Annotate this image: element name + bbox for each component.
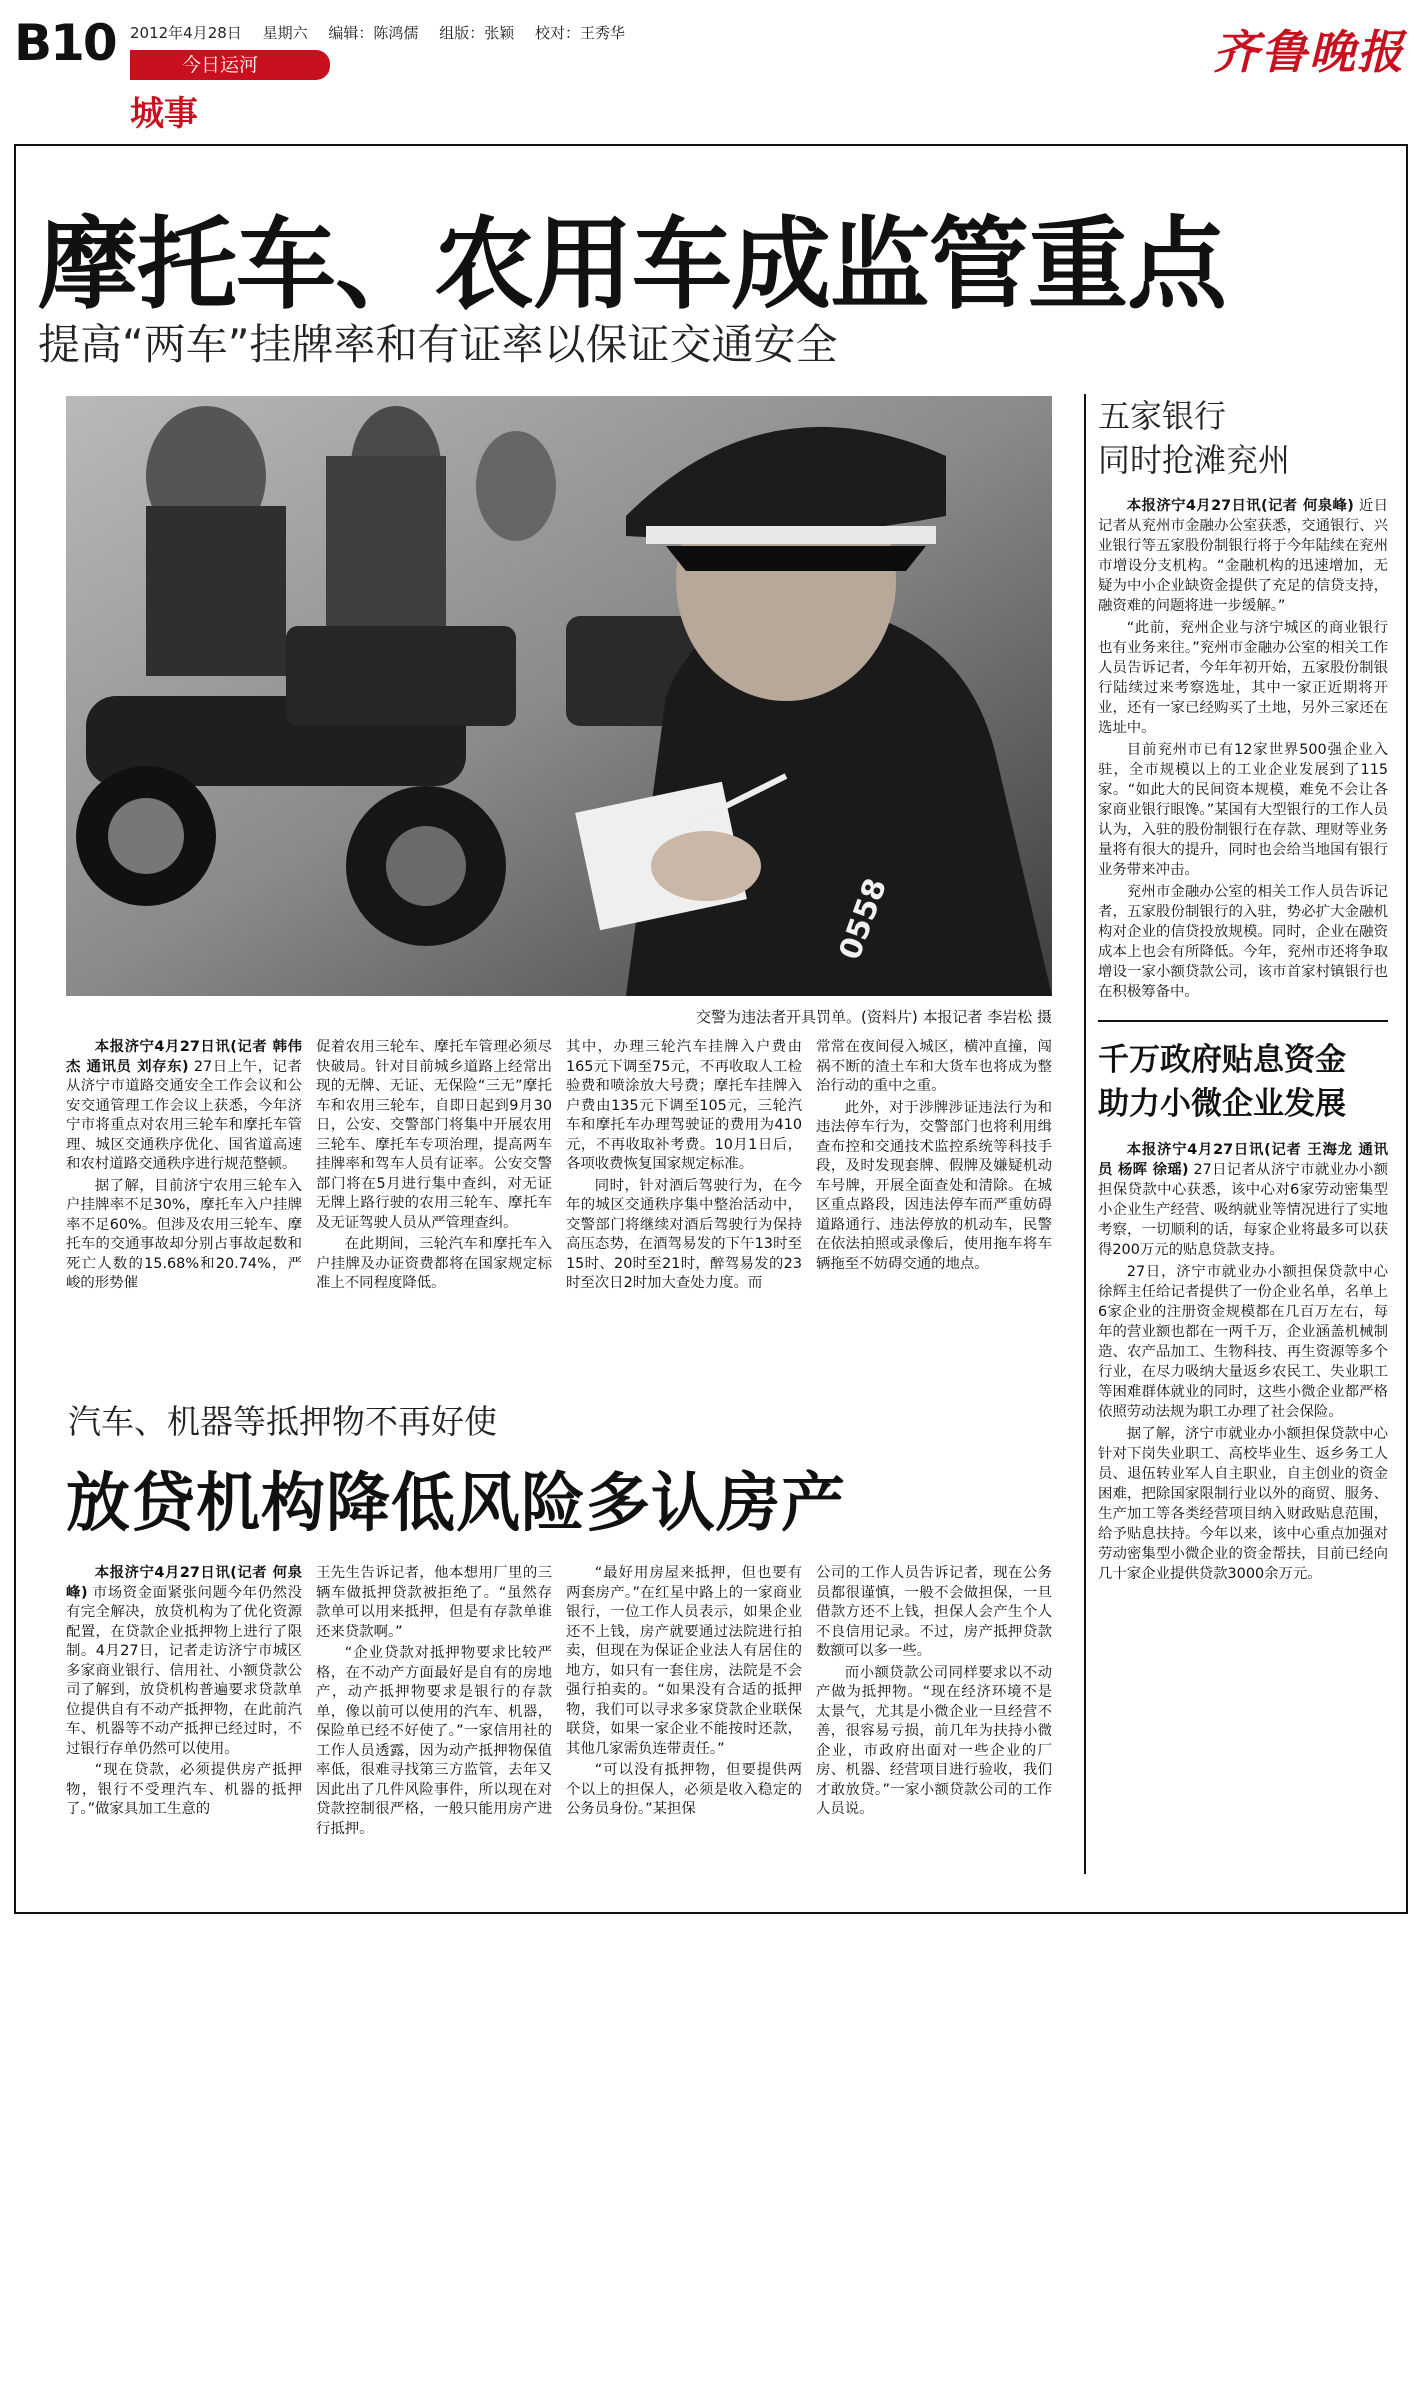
bank-paragraph: 近日记者从兖州市金融办公室获悉，交通银行、兴业银行等五家股份制银行将于今年陆续在兖州市增设分支机构。“金融机构的迅速增加，无疑为中小企业缺资金提供了充足的信贷支持，融资难的问题将进一步缓解。” (1098, 498, 1388, 614)
column-tag: 今日运河 (130, 50, 330, 80)
main-subhead: 提高“两车”挂牌率和有证率以保证交通安全 (38, 320, 838, 369)
loan-story-body (66, 1564, 1052, 1900)
proof-credit: 校对：王秀华 (534, 24, 625, 42)
section-name: 城事 (130, 94, 198, 134)
subsidy-paragraph: 27日记者从济宁市就业办小额担保贷款中心获悉，该中心对6家劳动密集型小企业生产经营、吸纳就业等情况进行了实地考察，一切顺利的话，每家企业将最多可以获得200万元的贴息贷款支持。 (1098, 1162, 1388, 1258)
main-column-4 (816, 1038, 1052, 1348)
loan-column-4 (816, 1564, 1052, 1900)
main-paragraph: 27日上午，记者从济宁市道路交通安全工作会议和公安交通管理工作会议上获悉，今年济宁市将重点对农用三轮车和摩托车管理、城区交通秩序优化、国省道高速和农村道路交通秩序进行规范整顿。 (66, 1058, 302, 1172)
bank-byline: 本报济宁4月27日讯(记者 何泉峰) (1126, 498, 1354, 514)
bank-story-body (1098, 496, 1388, 1002)
subsidy-title-line-1: 千万政府贴息资金 (1098, 1042, 1346, 1078)
bank-paragraph: “此前，兖州企业与济宁城区的商业银行也有业务来往。”兖州市金融办公室的相关工作人员告诉记者，今年年初开始，五家股份制银行陆续过来考察选址，其中一家正近期将开业，还有一家已经购买了土地，另外三家还在选址中。 (1098, 620, 1388, 736)
loan-paragraph: “最好用房屋来抵押，但也要有两套房产。”在红星中路上的一家商业银行，一位工作人员表示，如果企业还不上钱，房产就要通过法院进行拍卖，但现在为保证企业法人有居住的地方，如只有一套住房，法院是不会强行拍卖的。“如果没有合适的抵押物，我们可以寻求多家贷款企业联保联贷，如果一家企业不能按时还款，其他几家需负连带责任。” (566, 1565, 802, 1757)
main-paragraph: 据了解，目前济宁农用三轮车入户挂牌率不足30%，摩托车入户挂牌率不足60%。但涉及农用三轮车、摩托车的交通事故却分别占事故起数和死亡人数的15.68%和20.74%，严峻的形势催 (66, 1177, 302, 1291)
page-number: B10 (14, 14, 116, 72)
loan-byline: 本报济宁4月27日讯(记者 何泉峰) (66, 1565, 302, 1601)
subsidy-title-line-2: 助力小微企业发展 (1098, 1086, 1346, 1122)
main-paragraph: 其中，办理三轮汽车挂牌入户费由165元下调至75元，不再收取人工检验费和喷涂放大号费；摩托车挂牌入户费由135元下调至105元，三轮汽车和摩托车办理驾驶证的费用为410元，不再收取补考费。10月1日后，各项收费恢复国家规定标准。 (566, 1039, 802, 1172)
bank-title-line-2: 同时抢滩兖州 (1098, 441, 1291, 479)
subsidy-paragraph: 据了解，济宁市就业办小额担保贷款中心针对下岗失业职工、高校毕业生、返乡务工人员、退伍转业军人自主职业，自主创业的资金困难，把除国家限制行业以外的商贸、服务、生产加工等各类经营项目纳入财政贴息范围，给予贴息扶持。今年以来，该中心重点加强对劳动密集型小微企业的资金帮扶，目前已经向几十家企业提供贷款3000余万元。 (1098, 1426, 1388, 1582)
bank-paragraph: 兖州市金融办公室的相关工作人员告诉记者，五家股份制银行的入驻，势必扩大金融机构对企业的信贷投放规模。同时，企业在融资成本上也会有所降低。今年，兖州市还将争取增设一家小额贷款公司，该市首家村镇银行也在积极筹备中。 (1098, 884, 1388, 1000)
subsidy-byline: 本报济宁4月27日讯(记者 王海龙 通讯员 杨晖 徐瑶) (1098, 1142, 1388, 1178)
main-paragraph: 在此期间，三轮汽车和摩托车入户挂牌及办证资费都将在国家规定标准上不同程度降低。 (316, 1236, 552, 1291)
police-ticket-photo (66, 396, 1052, 996)
loan-paragraph: 而小额贷款公司同样要求以不动产做为抵押物。“现在经济环境不是太景气，尤其是小微企业一旦经营不善，很容易亏损，前几年为扶持小微企业，市政府出面对一些企业的厂房、机器、经营项目进行验收，我们才敢放贷。”一家小额贷款公司的工作人员说。 (816, 1664, 1052, 1817)
bank-paragraph: 目前兖州市已有12家世界500强企业入驻，全市规模以上的工业企业发展到了115家。“如此大的民间资本规模，难免不会让各家商业银行眼馋。”某国有大型银行的工作人员认为，入驻的股份制银行在存款、理财等业务量将有很大的提升，同时也会给当地国有银行业务带来冲击。 (1098, 742, 1388, 878)
main-paragraph: 常常在夜间侵入城区，横冲直撞，闯祸不断的渣土车和大货车也将成为整治行动的重中之重。 (816, 1039, 1052, 1094)
news-photo (66, 396, 1052, 996)
main-column-2 (316, 1038, 552, 1348)
main-byline: 本报济宁4月27日讯(记者 韩伟杰 通讯员 刘存东) (66, 1039, 302, 1075)
bank-title-line-1: 五家银行 (1098, 397, 1227, 435)
page-frame (14, 144, 1408, 1914)
loan-paragraph: “可以没有抵押物，但要提供两个以上的担保人，必须是收入稳定的公务员身份。”某担保 (566, 1762, 802, 1817)
main-paragraph: 此外，对于涉牌涉证违法行为和违法停车行为，交警部门也将利用缉查布控和交通技术监控系统等科技手段，及时发现套牌、假牌及嫌疑机动车号牌，开展全面查处和清除。在城区重点路段，因违法停车而严重妨碍道路通行、违法停放的机动车，民警在依法拍照或录像后，使用拖车将车辆拖至不妨碍交通的地点。 (816, 1099, 1052, 1272)
loan-paragraph: “现在贷款，必须提供房产抵押物，银行不受理汽车、机器的抵押了。”做家具加工生意的 (66, 1762, 302, 1817)
issue-weekday: 星期六 (262, 24, 308, 42)
subsidy-story-body (1098, 1140, 1388, 1584)
loan-paragraph: 公司的工作人员告诉记者，现在公务员都很谨慎，一般不会做担保，一旦借款方还不上钱，担保人会产生个人不良信用记录。不过，房产抵押贷款数额可以多一些。 (816, 1565, 1052, 1659)
subsidy-paragraph: 27日，济宁市就业办小额担保贷款中心徐辉主任给记者提供了一份企业名单，名单上6家企业的注册资金规模都在几百万左右，每年的营业额也都在一两千万，企业涵盖机械制造、农产品加工、生物科技、再生资源等多个行业，在尽力吸纳大量返乡农民工、失业职工等困难群体就业的同时，这些小微企业都严格依照劳动法规为职工办理了社会保险。 (1098, 1264, 1388, 1420)
issue-date: 2012年4月28日 (130, 24, 242, 42)
main-column-1 (66, 1038, 302, 1348)
main-headline: 摩托车、农用车成监管重点 (38, 206, 1226, 323)
sidebar-rule (1098, 1020, 1388, 1022)
loan-kicker: 汽车、机器等抵押物不再好使 (68, 1402, 497, 1441)
masthead (14, 14, 1409, 134)
photo-caption: 交警为违法者开具罚单。(资料片) 本报记者 李岩松 摄 (695, 1008, 1052, 1026)
loan-paragraph: 市场资金面紧张问题今年仍然没有完全解决，放贷机构为了优化资源配置，在贷款企业抵押物上进行了限制。4月27日，记者走访济宁市城区多家商业银行、信用社、小额贷款公司了解到，放贷机构普遍要求贷款单位提供自有不动产抵押物，在此前汽车、机器等不动产抵押已经过时，不过银行存单仍然可以使用。 (66, 1584, 302, 1757)
loan-headline: 放贷机构降低风险多认房产 (66, 1467, 846, 1541)
page-meta (130, 22, 641, 43)
loan-column-1 (66, 1564, 302, 1900)
sidebar (1098, 394, 1388, 1894)
main-paragraph: 促着农用三轮车、摩托车管理必须尽快破局。针对目前城乡道路上经常出现的无牌、无证、无保险“三无”摩托车和农用三轮车，自即日起到9月30日，公安、交警部门将集中开展农用三轮车、摩托车专项治理，提高两车挂牌率和驾车人员有证率。公安交警部门将在5月进行集中查纠，对无证无牌上路行驶的农用三轮车、摩托车及无证驾驶人员从严管理查纠。 (316, 1039, 552, 1231)
newspaper-logo: 齐鲁晚报 (1213, 25, 1405, 79)
editor-credit: 编辑：陈鸿儒 (328, 24, 419, 42)
main-paragraph: 同时，针对酒后驾驶行为，在今年的城区交通秩序集中整治活动中，交警部门将继续对酒后驾驶行为保持高压态势，在酒驾易发的下午13时至15时、20时至21时，醉驾易发的23时至次日2时加大查处力度。而 (566, 1177, 802, 1291)
sidebar-divider (1084, 394, 1086, 1874)
police-badge-number: 0558 (832, 873, 895, 965)
main-column-3 (566, 1038, 802, 1348)
main-story-body (66, 1038, 1052, 1348)
loan-column-3 (566, 1564, 802, 1900)
loan-paragraph: “企业贷款对抵押物要求比较严格，在不动产方面最好是自有的房地产，动产抵押物要求是银行的存款单，像以前可以使用的汽车、机器，保险单已经不好使了。”一家信用社的工作人员透露，因为动产抵押物保值率低，很难寻找第三方监管，去年又因此出了几件风险事件，所以现在对贷款控制很严格，一般只能用房产进行抵押。 (316, 1645, 552, 1837)
layout-credit: 组版：张颖 (439, 24, 515, 42)
loan-paragraph: 王先生告诉记者，他本想用厂里的三辆车做抵押贷款被拒绝了。“虽然存款单可以用来抵押，但是有存款单谁还来贷款啊。” (316, 1565, 552, 1640)
loan-column-2 (316, 1564, 552, 1900)
